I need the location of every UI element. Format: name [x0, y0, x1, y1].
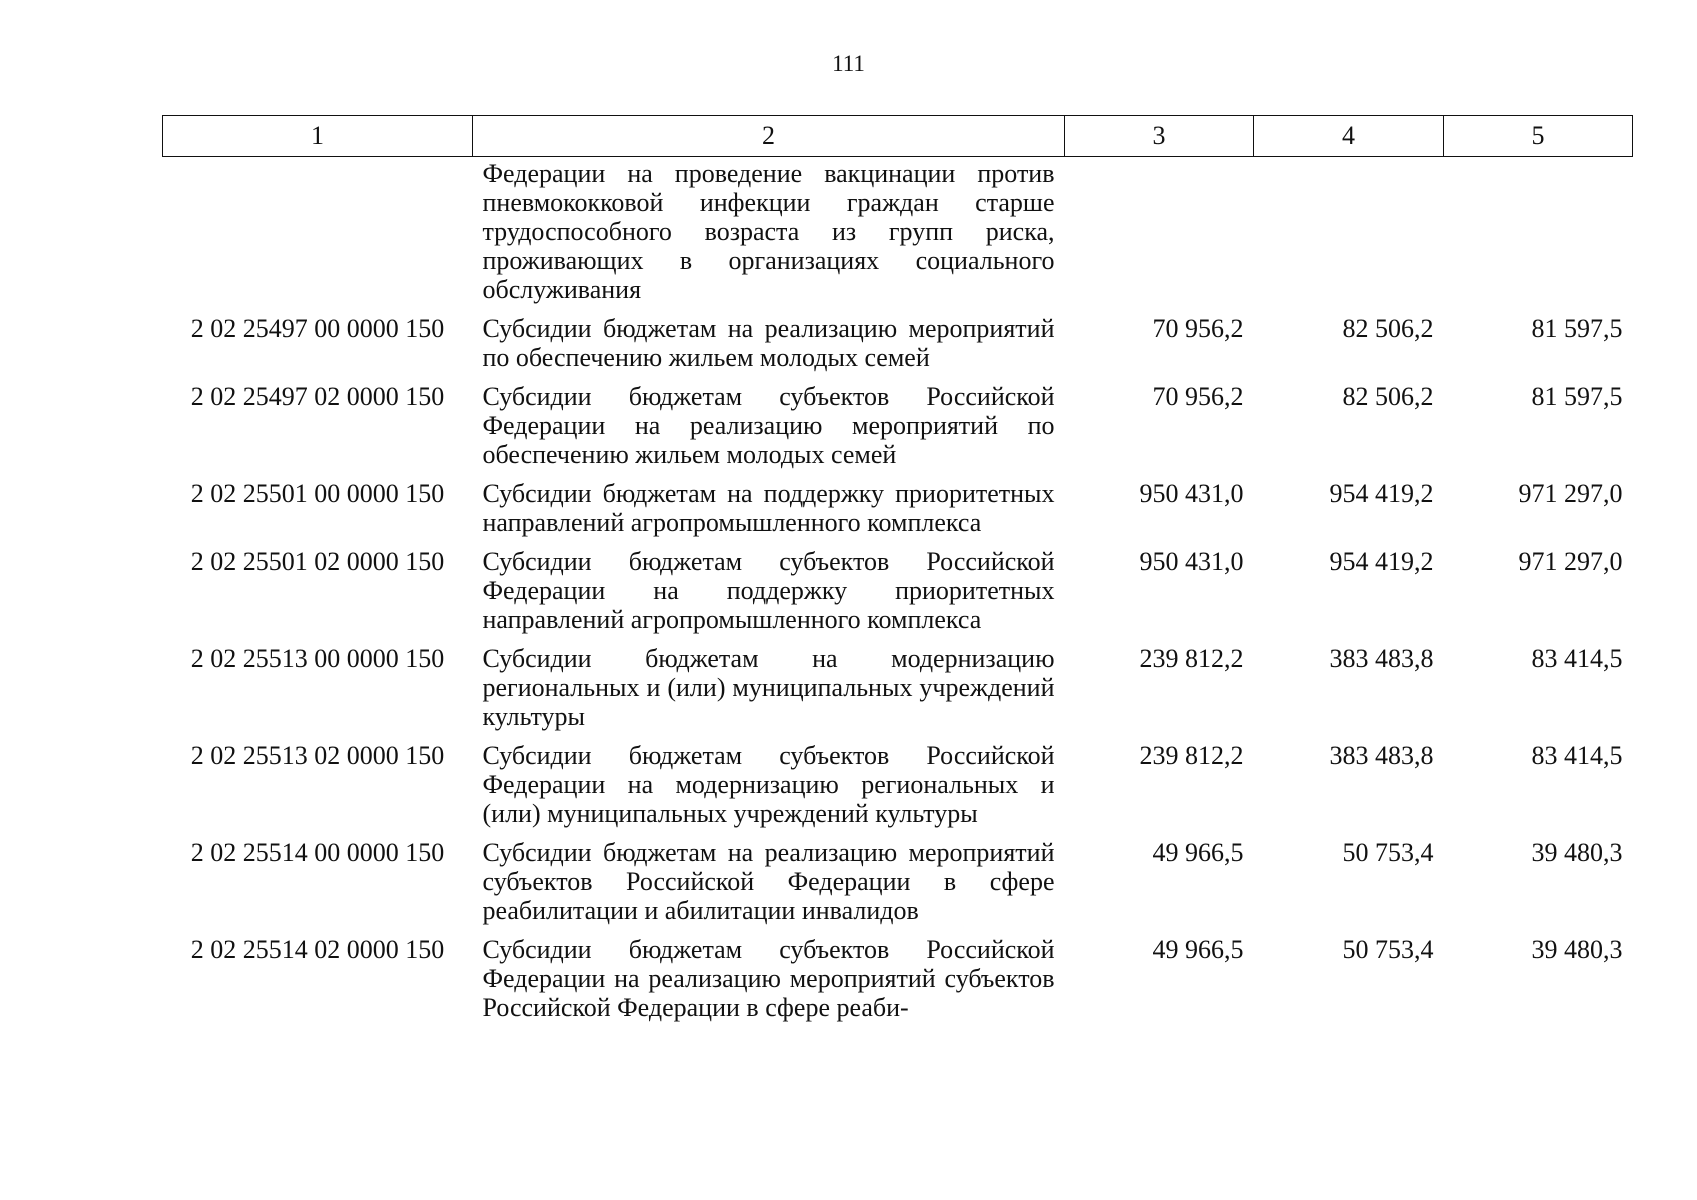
column-header-2: 2: [473, 116, 1065, 157]
value-col4-cell: 50 753,4: [1342, 935, 1434, 964]
description-cell: Субсидии бюджетам субъектов Российской Федерации на реализацию мероприятий по обеспечению жильем молодых семей: [482, 382, 1055, 469]
value-col4-cell: 383 483,8: [1329, 644, 1434, 673]
description-cell: Субсидии бюджетам субъектов Российской Федерации на модернизацию региональных и (или) муниципальных учреждений культуры: [482, 741, 1055, 828]
value-col5-cell: 971 297,0: [1518, 547, 1623, 576]
table-row: [163, 838, 1633, 935]
value-col5-cell: 83 414,5: [1531, 644, 1623, 673]
budget-code-cell: 2 02 25501 02 0000 150: [190, 547, 445, 576]
value-col3-cell: 70 956,2: [1152, 314, 1244, 343]
description-cell: Субсидии бюджетам субъектов Российской Федерации на реализацию мероприятий субъектов Российской Федерации в сфере реаби-: [482, 935, 1055, 1022]
value-col3-cell: 49 966,5: [1152, 838, 1244, 867]
table-row: [163, 479, 1633, 547]
column-header-5: 5: [1444, 116, 1633, 157]
value-col5-cell: 83 414,5: [1531, 741, 1623, 770]
budget-code-cell: 2 02 25514 00 0000 150: [190, 838, 445, 867]
value-col4-cell: 82 506,2: [1342, 314, 1434, 343]
budget-code-cell: 2 02 25514 02 0000 150: [190, 935, 445, 964]
value-col5-cell: [1444, 157, 1633, 315]
table-row: [163, 935, 1633, 1032]
column-header-4: 4: [1254, 116, 1444, 157]
description-cell: Субсидии бюджетам на реализацию мероприятий субъектов Российской Федерации в сфере реабилитации и абилитации инвалидов: [482, 838, 1055, 925]
value-col4-cell: 383 483,8: [1329, 741, 1434, 770]
column-header-1: 1: [163, 116, 473, 157]
table-body: [163, 157, 1633, 1033]
table-row: [163, 157, 1633, 315]
column-header-3: 3: [1065, 116, 1254, 157]
value-col4-cell: 82 506,2: [1342, 382, 1434, 411]
budget-code-cell: [163, 157, 473, 315]
table-row: [163, 547, 1633, 644]
value-col3-cell: 49 966,5: [1152, 935, 1244, 964]
table-row: [163, 314, 1633, 382]
description-cell: Субсидии бюджетам на поддержку приоритетных направлений агропромышленного комплекса: [482, 479, 1055, 537]
value-col4-cell: 954 419,2: [1329, 547, 1434, 576]
value-col3-cell: 239 812,2: [1139, 644, 1244, 673]
value-col3-cell: 950 431,0: [1139, 479, 1244, 508]
value-col5-cell: 81 597,5: [1531, 382, 1623, 411]
page-number: 111: [832, 51, 865, 76]
budget-code-cell: 2 02 25501 00 0000 150: [190, 479, 445, 508]
table-header: [163, 116, 1633, 157]
budget-code-cell: 2 02 25513 00 0000 150: [190, 644, 445, 673]
value-col5-cell: 39 480,3: [1531, 838, 1623, 867]
value-col4-cell: 954 419,2: [1329, 479, 1434, 508]
description-cell: Субсидии бюджетам на модернизацию региональных и (или) муниципальных учреждений культуры: [482, 644, 1055, 731]
description-cell: Субсидии бюджетам субъектов Российской Федерации на поддержку приоритетных направлений агропромышленного комплекса: [482, 547, 1055, 634]
budget-code-cell: 2 02 25497 00 0000 150: [190, 314, 445, 343]
table-row: [163, 382, 1633, 479]
value-col3-cell: 950 431,0: [1139, 547, 1244, 576]
table-row: [163, 644, 1633, 741]
budget-table: [162, 115, 1633, 1032]
table-row: [163, 741, 1633, 838]
value-col5-cell: 39 480,3: [1531, 935, 1623, 964]
value-col4-cell: 50 753,4: [1342, 838, 1434, 867]
description-cell: Федерации на проведение вакцинации против пневмококковой инфекции граждан старше трудоспособного возраста из групп риска, проживающих в организациях социального обслуживания: [482, 159, 1055, 304]
description-cell: Субсидии бюджетам на реализацию мероприятий по обеспечению жильем молодых семей: [482, 314, 1055, 372]
budget-code-cell: 2 02 25497 02 0000 150: [190, 382, 445, 411]
value-col3-cell: [1065, 157, 1254, 315]
header-row: [163, 116, 1633, 157]
value-col3-cell: 239 812,2: [1139, 741, 1244, 770]
value-col5-cell: 81 597,5: [1531, 314, 1623, 343]
budget-code-cell: 2 02 25513 02 0000 150: [190, 741, 445, 770]
value-col5-cell: 971 297,0: [1518, 479, 1623, 508]
value-col4-cell: [1254, 157, 1444, 315]
value-col3-cell: 70 956,2: [1152, 382, 1244, 411]
